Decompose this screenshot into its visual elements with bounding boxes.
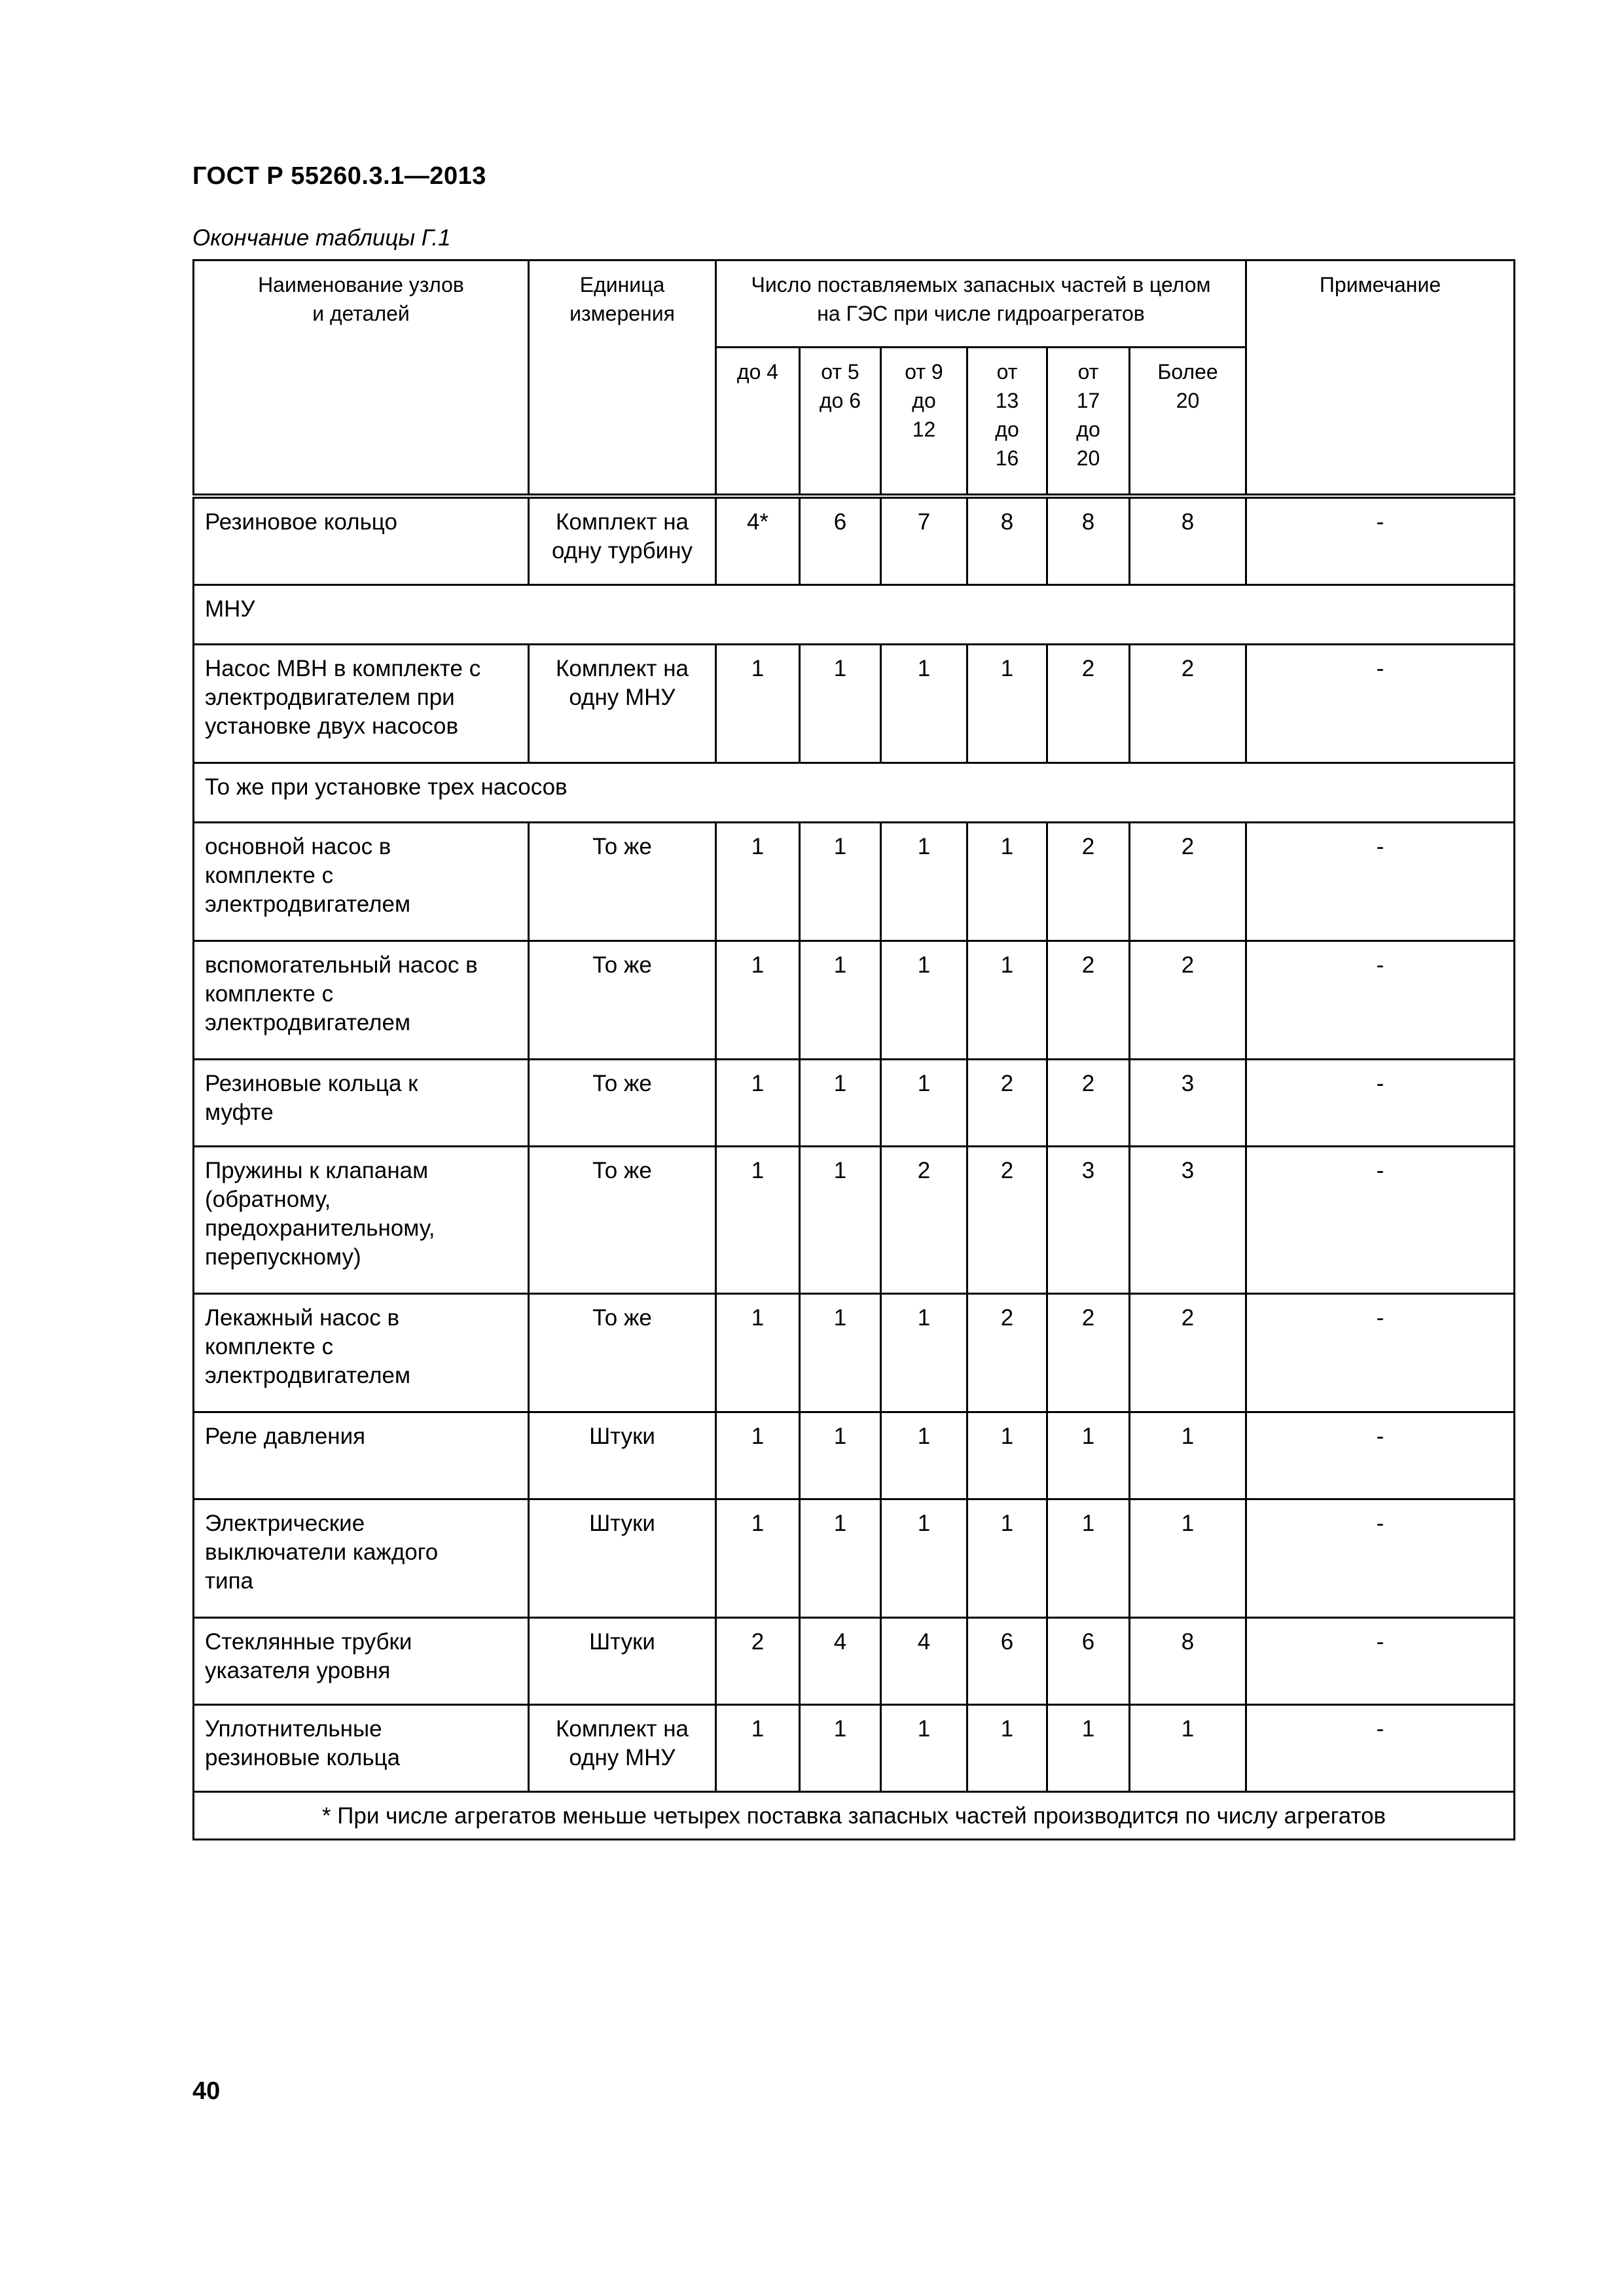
subheader-range-4: от 17 до 20 — [1047, 348, 1130, 497]
subheader-range-5: Более 20 — [1130, 348, 1246, 497]
quantity-cell: 2 — [1047, 823, 1130, 941]
unit-cell: То же — [529, 941, 716, 1060]
quantity-cell: 2 — [1047, 1060, 1130, 1147]
spare-parts-table — [192, 259, 1515, 1840]
table-row — [194, 496, 1515, 585]
unit-cell: То же — [529, 1060, 716, 1147]
quantity-cell: 1 — [800, 1705, 881, 1792]
table-row — [194, 941, 1515, 1060]
subheader-range-0: до 4 — [716, 348, 800, 497]
item-name-cell: вспомогательный насос в комплекте с электродвигателем — [194, 941, 529, 1060]
quantity-cell: 6 — [967, 1618, 1047, 1705]
quantity-cell: 1 — [881, 823, 967, 941]
quantity-cell: 2 — [881, 1147, 967, 1294]
unit-cell: Штуки — [529, 1499, 716, 1618]
note-cell: - — [1246, 1060, 1515, 1147]
note-cell: - — [1246, 823, 1515, 941]
quantity-cell: 8 — [1130, 1618, 1246, 1705]
unit-cell: Комплект на одну МНУ — [529, 645, 716, 763]
quantity-cell: 1 — [881, 1499, 967, 1618]
quantity-cell: 4 — [881, 1618, 967, 1705]
table-row — [194, 1412, 1515, 1499]
table-caption: Окончание таблицы Г.1 — [192, 225, 451, 251]
note-cell: - — [1246, 1147, 1515, 1294]
quantity-cell: 3 — [1130, 1147, 1246, 1294]
note-cell: - — [1246, 496, 1515, 585]
note-cell: - — [1246, 1618, 1515, 1705]
quantity-cell: 1 — [967, 1412, 1047, 1499]
table-footnote: * При числе агрегатов меньше четырех поставка запасных частей производится по числу агрегатов — [194, 1792, 1515, 1840]
quantity-cell: 2 — [967, 1060, 1047, 1147]
quantity-cell: 6 — [800, 496, 881, 585]
quantity-cell: 1 — [881, 941, 967, 1060]
item-name-cell: основной насос в комплекте с электродвигателем — [194, 823, 529, 941]
unit-cell: То же — [529, 823, 716, 941]
table-row — [194, 645, 1515, 763]
quantity-cell: 1 — [800, 1294, 881, 1412]
subheader-range-3: от 13 до 16 — [967, 348, 1047, 497]
quantity-cell: 2 — [1130, 645, 1246, 763]
quantity-cell: 2 — [1130, 941, 1246, 1060]
quantity-cell: 1 — [716, 941, 800, 1060]
quantity-cell: 3 — [1047, 1147, 1130, 1294]
quantity-cell: 2 — [1130, 823, 1246, 941]
quantity-cell: 1 — [800, 1060, 881, 1147]
quantity-cell: 1 — [716, 645, 800, 763]
quantity-cell: 1 — [716, 1499, 800, 1618]
group-row — [194, 763, 1515, 823]
item-name-cell: Уплотнительные резиновые кольца — [194, 1705, 529, 1792]
quantity-cell: 2 — [1047, 941, 1130, 1060]
quantity-cell: 1 — [716, 1294, 800, 1412]
quantity-cell: 6 — [1047, 1618, 1130, 1705]
note-cell: - — [1246, 941, 1515, 1060]
header-note: Примечание — [1246, 260, 1515, 497]
note-cell: - — [1246, 1499, 1515, 1618]
quantity-cell: 7 — [881, 496, 967, 585]
quantity-cell: 1 — [800, 645, 881, 763]
item-name-cell: Стеклянные трубки указателя уровня — [194, 1618, 529, 1705]
table-row — [194, 823, 1515, 941]
quantity-cell: 1 — [967, 1499, 1047, 1618]
quantity-cell: 2 — [1047, 1294, 1130, 1412]
group-label: МНУ — [194, 585, 1515, 645]
quantity-cell: 1 — [881, 1060, 967, 1147]
page-number: 40 — [192, 2077, 221, 2105]
quantity-cell: 1 — [967, 823, 1047, 941]
note-cell: - — [1246, 1412, 1515, 1499]
unit-cell: То же — [529, 1147, 716, 1294]
quantity-cell: 4 — [800, 1618, 881, 1705]
note-cell: - — [1246, 1705, 1515, 1792]
unit-cell: Штуки — [529, 1412, 716, 1499]
quantity-cell: 2 — [716, 1618, 800, 1705]
table-body — [194, 496, 1515, 1840]
quantity-cell: 1 — [800, 823, 881, 941]
quantity-cell: 2 — [967, 1147, 1047, 1294]
header-unit: Единица измерения — [529, 260, 716, 497]
quantity-cell: 1 — [800, 1412, 881, 1499]
quantity-cell: 1 — [1130, 1705, 1246, 1792]
quantity-cell: 1 — [716, 1060, 800, 1147]
document-header: ГОСТ Р 55260.3.1—2013 — [192, 162, 486, 190]
subheader-range-1: от 5 до 6 — [800, 348, 881, 497]
quantity-cell: 1 — [800, 1499, 881, 1618]
quantity-cell: 1 — [716, 823, 800, 941]
table-row — [194, 1147, 1515, 1294]
quantity-cell: 1 — [716, 1412, 800, 1499]
quantity-cell: 1 — [881, 645, 967, 763]
quantity-cell: 1 — [800, 1147, 881, 1294]
quantity-cell: 1 — [800, 941, 881, 1060]
table-row — [194, 1060, 1515, 1147]
quantity-cell: 1 — [1047, 1412, 1130, 1499]
item-name-cell: Насос МВН в комплекте с электродвигателем при установке двух насосов — [194, 645, 529, 763]
quantity-cell: 1 — [967, 645, 1047, 763]
table-row — [194, 1499, 1515, 1618]
quantity-cell: 1 — [716, 1147, 800, 1294]
quantity-cell: 1 — [881, 1412, 967, 1499]
item-name-cell: Резиновые кольца к муфте — [194, 1060, 529, 1147]
table-row — [194, 1705, 1515, 1792]
quantity-cell: 2 — [1047, 645, 1130, 763]
unit-cell: Комплект на одну МНУ — [529, 1705, 716, 1792]
quantity-cell: 8 — [1047, 496, 1130, 585]
table-row — [194, 1618, 1515, 1705]
quantity-cell: 1 — [967, 1705, 1047, 1792]
item-name-cell: Реле давления — [194, 1412, 529, 1499]
item-name-cell: Лекажный насос в комплекте с электродвигателем — [194, 1294, 529, 1412]
header-name: Наименование узлов и деталей — [194, 260, 529, 497]
table-row — [194, 1294, 1515, 1412]
quantity-cell: 1 — [1047, 1705, 1130, 1792]
subheader-range-2: от 9 до 12 — [881, 348, 967, 497]
table-header — [194, 260, 1515, 497]
quantity-cell: 2 — [967, 1294, 1047, 1412]
quantity-cell: 2 — [1130, 1294, 1246, 1412]
quantity-cell: 4* — [716, 496, 800, 585]
note-cell: - — [1246, 1294, 1515, 1412]
quantity-cell: 8 — [1130, 496, 1246, 585]
quantity-cell: 1 — [881, 1294, 967, 1412]
quantity-cell: 8 — [967, 496, 1047, 585]
quantity-cell: 1 — [967, 941, 1047, 1060]
unit-cell: Штуки — [529, 1618, 716, 1705]
item-name-cell: Резиновое кольцо — [194, 496, 529, 585]
item-name-cell: Пружины к клапанам (обратному, предохранительному, перепускному) — [194, 1147, 529, 1294]
header-count-group: Число поставляемых запасных частей в целом на ГЭС при числе гидроагрегатов — [716, 260, 1246, 348]
quantity-cell: 3 — [1130, 1060, 1246, 1147]
group-label: То же при установке трех насосов — [194, 763, 1515, 823]
quantity-cell: 1 — [1130, 1499, 1246, 1618]
note-cell: - — [1246, 645, 1515, 763]
quantity-cell: 1 — [881, 1705, 967, 1792]
quantity-cell: 1 — [716, 1705, 800, 1792]
quantity-cell: 1 — [1047, 1499, 1130, 1618]
footnote-row — [194, 1792, 1515, 1840]
quantity-cell: 1 — [1130, 1412, 1246, 1499]
unit-cell: То же — [529, 1294, 716, 1412]
item-name-cell: Электрические выключатели каждого типа — [194, 1499, 529, 1618]
group-row — [194, 585, 1515, 645]
unit-cell: Комплект на одну турбину — [529, 496, 716, 585]
